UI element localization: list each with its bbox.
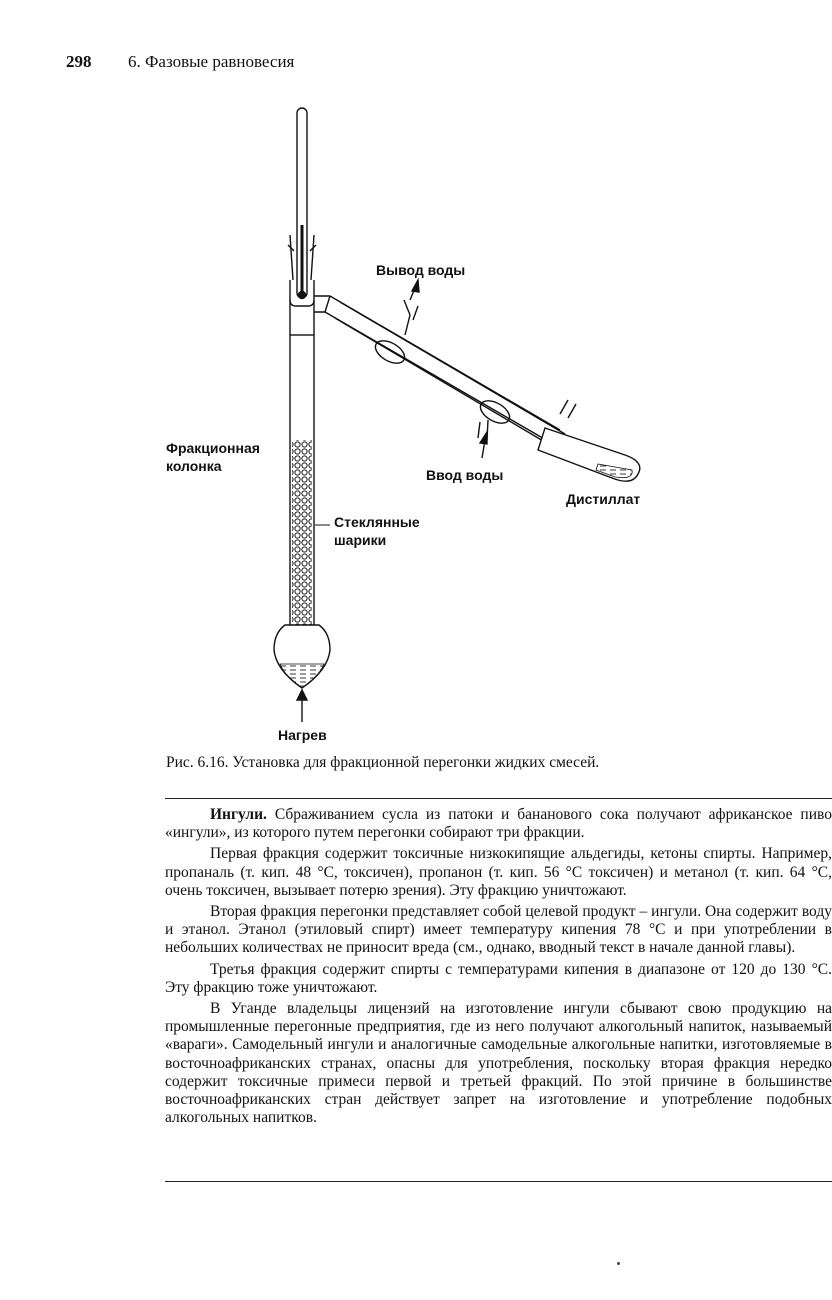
boiling-flask xyxy=(274,625,330,688)
paragraph-1-text: Сбраживанием сусла из патоки и бананового сока получают африканское пиво «ингули», из которого путем перегонки собирают три фракции. xyxy=(165,806,832,842)
condenser xyxy=(325,296,565,448)
page-number: 298 xyxy=(66,52,92,71)
paragraph-3: Вторая фракция перегонки представляет собой целевой продукт – ингули. Она содержит воду и этанол. Этанол (этиловый спирт) имеет температуру кипения 78 °С и при употреблении в небольших количествах не приносит вреда (см., однако, вводный текст в начале данной главы). xyxy=(165,903,832,957)
top-divider xyxy=(165,798,832,799)
label-beads-line2: шарики xyxy=(334,532,387,548)
paragraph-4: Третья фракция содержит спирты с температурами кипения в диапазоне от 120 до 130 °С. Эту фракцию тоже уничтожают. xyxy=(165,960,832,996)
figure-caption: Рис. 6.16. Установка для фракционной перегонки жидких смесей. xyxy=(166,754,600,771)
label-water-in: Ввод воды xyxy=(426,467,504,483)
label-distillate: Дистиллат xyxy=(566,491,641,507)
label-heating: Нагрев xyxy=(278,727,327,743)
fractionating-column xyxy=(290,335,330,630)
receiver-tube xyxy=(538,400,640,481)
chapter-title: 6. Фазовые равновесия xyxy=(128,52,295,71)
label-column-line1: Фракционная xyxy=(166,440,260,456)
paragraph-1-title: Ингули. xyxy=(210,806,267,823)
scan-speck xyxy=(617,1262,620,1265)
paragraph-1 xyxy=(165,806,832,842)
boxed-text xyxy=(165,806,832,1130)
label-column-line2: колонка xyxy=(166,458,222,474)
page-header xyxy=(66,52,295,72)
bottom-divider xyxy=(165,1181,832,1182)
paragraph-2: Первая фракция содержит токсичные низкокипящие альдегиды, кетоны спирты. Например, пропаналь (т. кип. 48 °С, токсичен), пропанон (т. кип. 56 °С токсичен) и метанол (т. кип. 64 °С, очень токсичен, вызывает потерю зрения). Эту фракцию уничтожают. xyxy=(165,845,832,899)
label-water-out: Вывод воды xyxy=(376,262,466,278)
distillation-diagram xyxy=(0,95,832,755)
still-head xyxy=(290,280,330,335)
thermometer xyxy=(288,108,316,299)
label-beads-line1: Стеклянные xyxy=(334,514,420,530)
paragraph-5: В Уганде владельцы лицензий на изготовление ингули сбывают свою продукцию на промышленные перегонные предприятия, где из него получают алкогольный напиток, называемый «вараги». Самодельный ингули и аналогичные самодельные алкогольные напитки, изготовляемые в восточноафриканских странах, опасны для употребления, поскольку вторая фракция нередко содержит токсичные примеси первой и третьей фракций. По этой причине в большинстве восточноафриканских стран действует запрет на изготовление и употребление подобных алкогольных напитков. xyxy=(165,1000,832,1127)
